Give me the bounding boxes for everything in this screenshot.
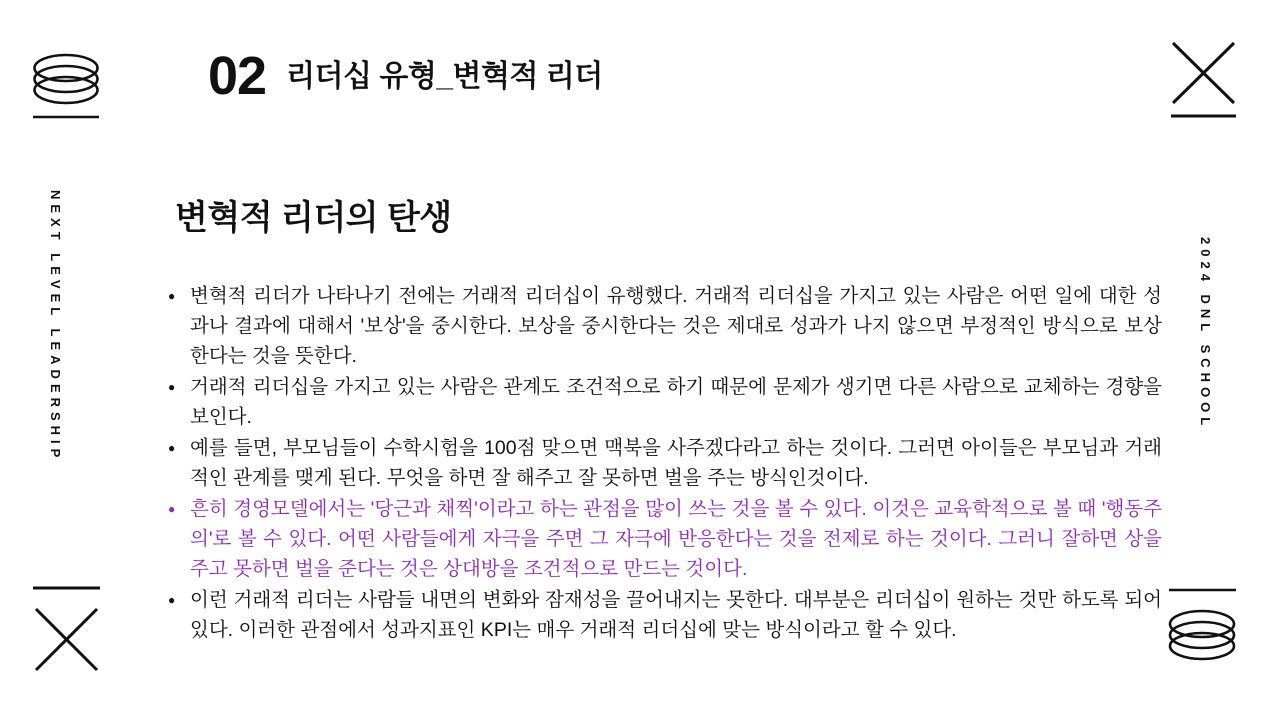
bullet-text: 이런 거래적 리더는 사람들 내면의 변화와 잠재성을 끌어내지는 못한다. 대부분은 리더십이 원하는 것만 하도록 되어 있다. 이러한 관점에서 성과지표인 KPI는 매우 거래적 리더십에 맞는 방식이라고 할 수 있다.: [190, 589, 1162, 641]
coil-icon: [32, 52, 102, 122]
bullet-list: [166, 281, 1162, 646]
bullet-text: 변혁적 리더가 나타나기 전에는 거래적 리더십이 유행했다. 거래적 리더십을 가지고 있는 사람은 어떤 일에 대한 성과나 결과에 대해서 '보상'을 중시한다. 보상을 중시한다는 것은 제대로 성과가 나지 않으면 부정적인 방식으로 보상한다는 것을 뜻한다.: [190, 285, 1162, 367]
slide-title: 리더십 유형_변혁적 리더: [286, 60, 603, 93]
bullet-item: [166, 433, 1162, 493]
bullet-item: [166, 281, 1162, 371]
coil-icon: [1166, 586, 1238, 666]
bullet-text: 거래적 리더십을 가지고 있는 사람은 관계도 조건적으로 하기 때문에 문제가 생기면 다른 사람으로 교체하는 경향을 보인다.: [190, 376, 1162, 428]
slide-number: 02: [208, 46, 267, 106]
bullet-text: 흔히 경영모델에서는 '당근과 채찍'이라고 하는 관점을 많이 쓰는 것을 볼 수 있다. 이것은 교육학적으로 볼 때 '행동주의'로 볼 수 있다. 어떤 사람들에게 자극을 주면 그 자극에 반응한다는 것을 전제로 하는 것이다. 그러니 잘하면 상을 주고 못하면 벌을 준다는 것은 상대방을 조건적으로 만드는 것이다.: [190, 498, 1162, 580]
left-vertical-label: NEXT LEVEL LEADERSHIP: [48, 190, 63, 463]
section-heading: 변혁적 리더의 탄생: [175, 199, 452, 237]
bullet-item: [166, 585, 1162, 645]
bullet-text: 예를 들면, 부모님들이 수학시험을 100점 맞으면 맥북을 사주겠다라고 하는 것이다. 그러면 아이들은 부모님과 거래적인 관계를 맺게 된다. 무엇을 하면 잘 해주고 잘 못하면 벌을 주는 방식인것이다.: [190, 437, 1162, 489]
x-icon: [1170, 40, 1238, 120]
bullet-item: [166, 494, 1162, 584]
bullet-item: [166, 372, 1162, 432]
slide-header: [208, 42, 603, 110]
right-vertical-label: 2024 DNL SCHOOL: [1198, 237, 1213, 431]
x-icon: [32, 584, 102, 674]
